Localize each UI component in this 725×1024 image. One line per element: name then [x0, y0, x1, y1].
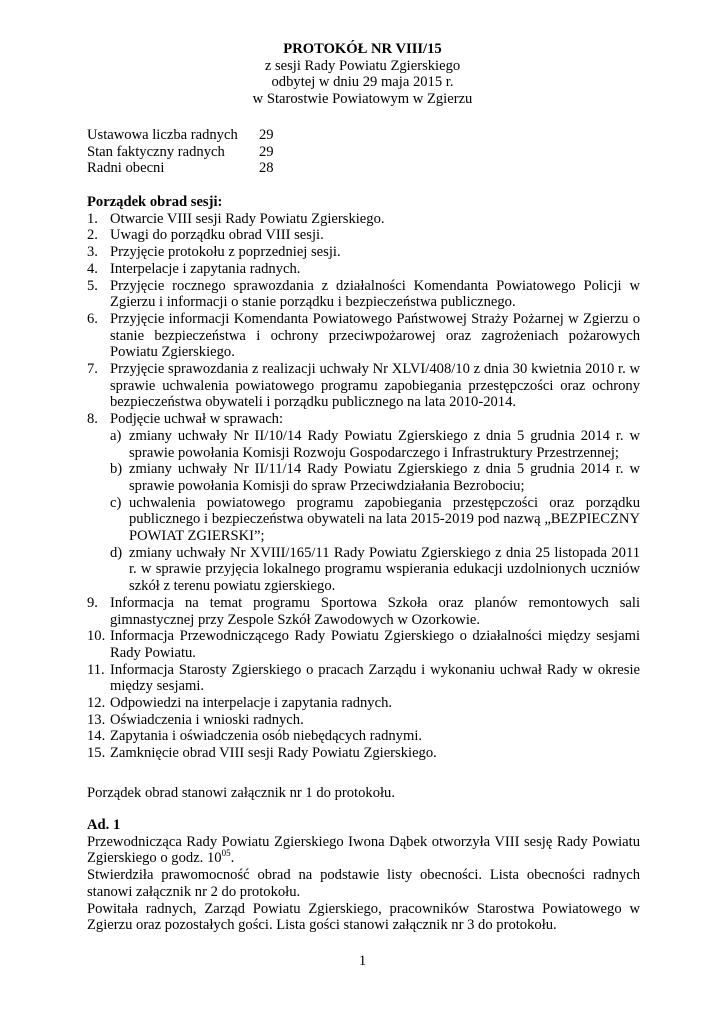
agenda-item-number: 1.: [87, 210, 98, 227]
ad1-heading: Ad. 1: [87, 817, 121, 833]
stat-label: Radni obecni: [87, 160, 165, 177]
attendance-stats: [87, 127, 274, 177]
agenda-item-number: 8.: [87, 411, 98, 428]
agenda-subitem: [87, 461, 640, 494]
agenda-item: [87, 211, 640, 228]
agenda-subitem-text: zmiany uchwały Nr II/10/14 Rady Powiatu Zgierskiego z dnia 5 grudnia 2014 r. w sprawie powołania Komisji Rozwoju Gospodarczego i Infrastruktury Przestrzennej;: [129, 427, 640, 461]
agenda-item-text: Przyjęcie rocznego sprawozdania z działalności Komendanta Powiatowego Policji w Zgierzu i informacji o stanie porządku i bezpieczeństwa publicznego.: [110, 277, 640, 311]
agenda-item: [87, 227, 640, 244]
agenda-subitem: [87, 495, 640, 545]
agenda-item-text: Zapytania i oświadczenia osób niebędących radnymi.: [110, 728, 423, 745]
agenda-item-number: 5.: [87, 277, 98, 294]
agenda-item-text: Uwagi do porządku obrad VIII sesji.: [110, 227, 324, 244]
agenda-item: [87, 278, 640, 311]
agenda-item-number: 10.: [87, 628, 106, 645]
ad1-opening-end: .: [230, 850, 235, 867]
agenda-heading: Porządek obrad sesji:: [87, 194, 223, 210]
header-line: w Starostwie Powiatowym w Zgierzu: [252, 91, 473, 108]
agenda-item-number: 9.: [87, 594, 98, 611]
agenda-section: [87, 194, 640, 762]
agenda-item: [87, 411, 640, 428]
header-line: odbytej w dniu 29 maja 2015 r.: [271, 74, 454, 91]
agenda-item-number: 14.: [87, 728, 106, 745]
stat-label: Stan faktyczny radnych: [87, 143, 225, 160]
agenda-item: [87, 628, 640, 661]
agenda-item-number: 7.: [87, 361, 98, 378]
agenda-item-number: 15.: [87, 745, 106, 762]
stat-row: [87, 144, 274, 161]
ad1-paragraph-welcome: Powitała radnych, Zarząd Powiatu Zgierskiego, pracowników Starostwa Powiatowego w Zgierzu oraz pozostałych gości. Lista gości stanowi załącznik nr 3 do protokołu.: [87, 900, 640, 934]
agenda-item: [87, 662, 640, 695]
agenda-subitem-letter: d): [110, 544, 123, 561]
agenda-item-text: Przyjęcie sprawozdania z realizacji uchwały Nr XLVI/408/10 z dnia 30 kwietnia 2010 r. w sprawie uchwalenia powiatowego programu zapobiegania przestępczości oraz ochrony bezpieczeństwa obywateli i porządku publicznego na lata 2010-2014.: [110, 361, 640, 411]
agenda-item: [87, 311, 640, 361]
stat-row: [87, 160, 274, 177]
agenda-item: [87, 695, 640, 712]
agenda-item-number: 12.: [87, 695, 106, 712]
agenda-item: [87, 261, 640, 278]
agenda-item-number: 6.: [87, 310, 98, 327]
agenda-subitem-letter: a): [110, 427, 122, 444]
stat-row: [87, 127, 274, 144]
agenda-subitem-text: zmiany uchwały Nr XVIII/165/11 Rady Powiatu Zgierskiego z dnia 25 listopada 2011 r. w sprawie przyjęcia lokalnego programu wspierania edukacji uzdolnionych uczniów szkół z terenu powiatu zgierskiego.: [129, 544, 640, 595]
agenda-item-number: 2.: [87, 227, 98, 244]
agenda-item-text: Zamknięcie obrad VIII sesji Rady Powiatu Zgierskiego.: [110, 745, 437, 762]
ad1-section: [87, 817, 640, 934]
document-title: PROTOKÓŁ NR VIII/15: [283, 41, 442, 57]
agenda-subitem: [87, 428, 640, 461]
agenda-item-text: Otwarcie VIII sesji Rady Powiatu Zgierskiego.: [110, 210, 385, 227]
agenda-item-text: Przyjęcie informacji Komendanta Powiatowego Państwowej Straży Pożarnej w Zgierzu o stanie bezpieczeństwa i ochrony przeciwpożarowej oraz zagrożeniach pożarowych Powiatu Zgierskiego.: [110, 310, 640, 361]
agenda-item-text: Oświadczenia i wnioski radnych.: [110, 711, 304, 728]
page-number: 1: [358, 953, 367, 969]
agenda-item: [87, 712, 640, 729]
ad1-paragraph-opening: [87, 834, 640, 867]
stat-value: 29: [259, 127, 274, 143]
stat-value: 29: [259, 143, 274, 160]
agenda-subitem-letter: b): [110, 461, 123, 478]
agenda-item-number: 11.: [87, 661, 105, 678]
agenda-item-text: Odpowiedzi na interpelacje i zapytania radnych.: [110, 695, 393, 712]
ad1-opening-text: Przewodnicząca Rady Powiatu Zgierskiego Iwona Dąbek otworzyła VIII sesję Rady Powiatu Zgierskiego o godz. 10: [87, 833, 640, 867]
agenda-subitem-text: zmiany uchwały Nr II/11/14 Rady Powiatu Zgierskiego z dnia 5 grudnia 2014 r. w sprawie powołania Komisji do spraw Przeciwdziałania Bezrobociu;: [129, 461, 640, 494]
agenda-item-number: 13.: [87, 711, 106, 728]
agenda-item-text: Interpelacje i zapytania radnych.: [110, 260, 301, 277]
agenda-item-text: Informacja Przewodniczącego Rady Powiatu Zgierskiego o działalności między sesjami Rady Powiatu.: [110, 628, 640, 661]
stat-label: Ustawowa liczba radnych: [87, 127, 238, 143]
ad1-paragraph-quorum: Stwierdziła prawomocność obrad na podstawie listy obecności. Lista obecności radnych stanowi załącznik nr 2 do protokołu.: [87, 867, 640, 900]
document-header: [0, 41, 725, 108]
agenda-item-text: Informacja na temat programu Sportowa Szkoła oraz planów remontowych sali gimnastycznej przy Zespole Szkół Zawodowych w Ozorkowie.: [110, 594, 640, 628]
agenda-item: [87, 728, 640, 745]
stat-value: 28: [259, 160, 274, 177]
agenda-item: [87, 595, 640, 628]
agenda-item: [87, 745, 640, 762]
agenda-item-number: 3.: [87, 244, 98, 261]
agenda-item-text: Informacja Starosty Zgierskiego o pracach Zarządu i wykonaniu uchwał Rady w okresie między sesjami.: [110, 661, 640, 695]
ad1-opening-minutes: 05: [221, 848, 231, 859]
agenda-item-number: 4.: [87, 260, 98, 277]
agenda-subitem-letter: c): [110, 494, 122, 511]
agenda-item-text: Przyjęcie protokołu z poprzedniej sesji.: [110, 244, 341, 261]
header-line: z sesji Rady Powiatu Zgierskiego: [264, 57, 461, 74]
agenda-item: [87, 361, 640, 411]
agenda-item-text: Podjęcie uchwał w sprawach:: [110, 411, 284, 428]
agenda-attachment-note: Porządek obrad stanowi załącznik nr 1 do protokołu.: [87, 785, 396, 801]
agenda-subitem: [87, 545, 640, 595]
agenda-item: [87, 244, 640, 261]
agenda-subitem-text: uchwalenia powiatowego programu zapobiegania przestępczości oraz porządku publicznego i bezpieczeństwa obywateli na lata 2015-2019 pod nazwą „BEZPIECZNY POWIAT ZGIERSKI”;: [129, 494, 640, 545]
